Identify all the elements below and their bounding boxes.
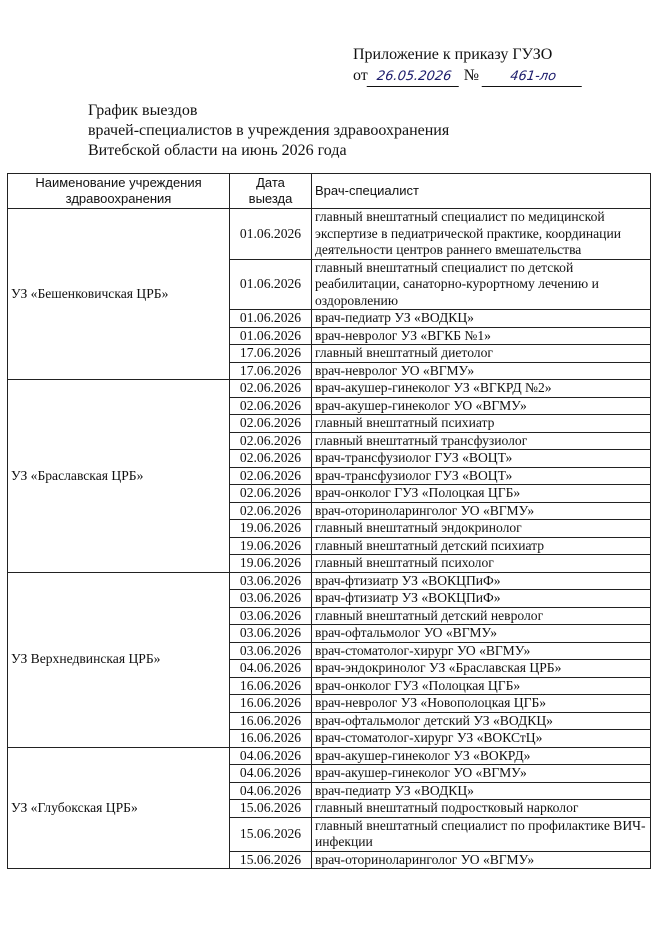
specialist-name: врач-трансфузиолог ГУЗ «ВОЦТ» <box>312 467 651 485</box>
visit-date: 03.06.2026 <box>230 625 312 643</box>
title-line-3: Витебской области на июнь 2026 года <box>88 142 347 159</box>
column-header-institution: Наименование учреждения здравоохранения <box>8 174 230 209</box>
institution-name: УЗ Верхнедвинская ЦРБ» <box>8 572 230 747</box>
appendix-title: Приложение к приказу ГУЗО <box>353 46 553 63</box>
table-row <box>8 572 651 590</box>
specialist-name: врач-фтизиатр УЗ «ВОКЦПиФ» <box>312 572 651 590</box>
schedule-table <box>7 173 651 869</box>
visit-date: 02.06.2026 <box>230 485 312 503</box>
column-header-specialist: Врач-специалист <box>312 174 651 209</box>
visit-date: 02.06.2026 <box>230 467 312 485</box>
specialist-name: врач-онколог ГУЗ «Полоцкая ЦГБ» <box>312 677 651 695</box>
order-number-sign: № <box>463 67 480 84</box>
specialist-name: врач-офтальмолог УО «ВГМУ» <box>312 625 651 643</box>
visit-date: 16.06.2026 <box>230 712 312 730</box>
visit-date: 04.06.2026 <box>230 747 312 765</box>
specialist-name: врач-стоматолог-хирург УО «ВГМУ» <box>312 642 651 660</box>
order-reference <box>353 65 653 87</box>
visit-date: 03.06.2026 <box>230 642 312 660</box>
specialist-name: главный внештатный специалист по медицинской экспертизе в педиатрической практике, координации деятельности центров раннего вмешательства <box>312 209 651 260</box>
visit-date: 03.06.2026 <box>230 607 312 625</box>
visit-date: 16.06.2026 <box>230 730 312 748</box>
specialist-name: врач-акушер-гинеколог УЗ «ВГКРД №2» <box>312 380 651 398</box>
visit-date: 01.06.2026 <box>230 310 312 328</box>
specialist-name: главный внештатный психиатр <box>312 415 651 433</box>
visit-date: 04.06.2026 <box>230 765 312 783</box>
specialist-name: главный внештатный специалист по профилактике ВИЧ-инфекции <box>312 817 651 851</box>
order-from-label: от <box>353 67 368 84</box>
specialist-name: главный внештатный диетолог <box>312 345 651 363</box>
document-title <box>88 101 449 161</box>
visit-date: 02.06.2026 <box>230 397 312 415</box>
specialist-name: врач-акушер-гинеколог УО «ВГМУ» <box>312 765 651 783</box>
visit-date: 16.06.2026 <box>230 677 312 695</box>
specialist-name: врач-фтизиатр УЗ «ВОКЦПиФ» <box>312 590 651 608</box>
specialist-name: врач-онколог ГУЗ «Полоцкая ЦГБ» <box>312 485 651 503</box>
specialist-name: врач-невролог УЗ «Новополоцкая ЦГБ» <box>312 695 651 713</box>
visit-date: 03.06.2026 <box>230 572 312 590</box>
visit-date: 17.06.2026 <box>230 362 312 380</box>
specialist-name: главный внештатный детский невролог <box>312 607 651 625</box>
table-row <box>8 380 651 398</box>
specialist-name: главный внештатный специалист по детской реабилитации, санаторно-курортному лечению и оздоровлению <box>312 259 651 310</box>
specialist-name: врач-стоматолог-хирург УЗ «ВОКСтЦ» <box>312 730 651 748</box>
title-line-2: врачей-специалистов в учреждения здравоохранения <box>88 122 450 139</box>
visit-date: 04.06.2026 <box>230 782 312 800</box>
visit-date: 15.06.2026 <box>230 817 312 851</box>
visit-date: 04.06.2026 <box>230 660 312 678</box>
visit-date: 15.06.2026 <box>230 800 312 818</box>
specialist-name: врач-невролог УЗ «ВГКБ №1» <box>312 327 651 345</box>
specialist-name: главный внештатный психолог <box>312 555 651 573</box>
specialist-name: врач-офтальмолог детский УЗ «ВОДКЦ» <box>312 712 651 730</box>
specialist-name: врач-невролог УО «ВГМУ» <box>312 362 651 380</box>
visit-date: 15.06.2026 <box>230 851 312 869</box>
visit-date: 02.06.2026 <box>230 502 312 520</box>
visit-date: 01.06.2026 <box>230 209 312 260</box>
specialist-name: главный внештатный трансфузиолог <box>312 432 651 450</box>
institution-name: УЗ «Глубокская ЦРБ» <box>8 747 230 869</box>
specialist-name: главный внештатный детский психиатр <box>312 537 651 555</box>
schedule-table-body <box>8 209 651 869</box>
specialist-name: врач-оториноларинголог УО «ВГМУ» <box>312 851 651 869</box>
visit-date: 02.06.2026 <box>230 450 312 468</box>
visit-date: 17.06.2026 <box>230 345 312 363</box>
visit-date: 19.06.2026 <box>230 537 312 555</box>
order-number-handwritten: 461-ло <box>482 68 585 87</box>
visit-date: 02.06.2026 <box>230 415 312 433</box>
visit-date: 19.06.2026 <box>230 555 312 573</box>
specialist-name: врач-педиатр УЗ «ВОДКЦ» <box>312 310 651 328</box>
appendix-header <box>353 44 653 87</box>
visit-date: 16.06.2026 <box>230 695 312 713</box>
specialist-name: врач-акушер-гинеколог УЗ «ВОКРД» <box>312 747 651 765</box>
specialist-name: главный внештатный подростковый нарколог <box>312 800 651 818</box>
visit-date: 03.06.2026 <box>230 590 312 608</box>
institution-name: УЗ «Бешенковичская ЦРБ» <box>8 209 230 380</box>
visit-date: 01.06.2026 <box>230 259 312 310</box>
specialist-name: врач-трансфузиолог ГУЗ «ВОЦТ» <box>312 450 651 468</box>
visit-date: 01.06.2026 <box>230 327 312 345</box>
table-header-row <box>8 174 651 209</box>
column-header-date: Дата выезда <box>230 174 312 209</box>
title-line-1: График выездов <box>88 102 198 119</box>
specialist-name: главный внештатный эндокринолог <box>312 520 651 538</box>
visit-date: 02.06.2026 <box>230 432 312 450</box>
institution-name: УЗ «Браславская ЦРБ» <box>8 380 230 573</box>
specialist-name: врач-оториноларинголог УО «ВГМУ» <box>312 502 651 520</box>
specialist-name: врач-акушер-гинеколог УО «ВГМУ» <box>312 397 651 415</box>
visit-date: 02.06.2026 <box>230 380 312 398</box>
specialist-name: врач-педиатр УЗ «ВОДКЦ» <box>312 782 651 800</box>
specialist-name: врач-эндокринолог УЗ «Браславская ЦРБ» <box>312 660 651 678</box>
visit-date: 19.06.2026 <box>230 520 312 538</box>
order-date-handwritten: 26.05.2026 <box>366 68 461 87</box>
table-row <box>8 209 651 260</box>
table-row <box>8 747 651 765</box>
